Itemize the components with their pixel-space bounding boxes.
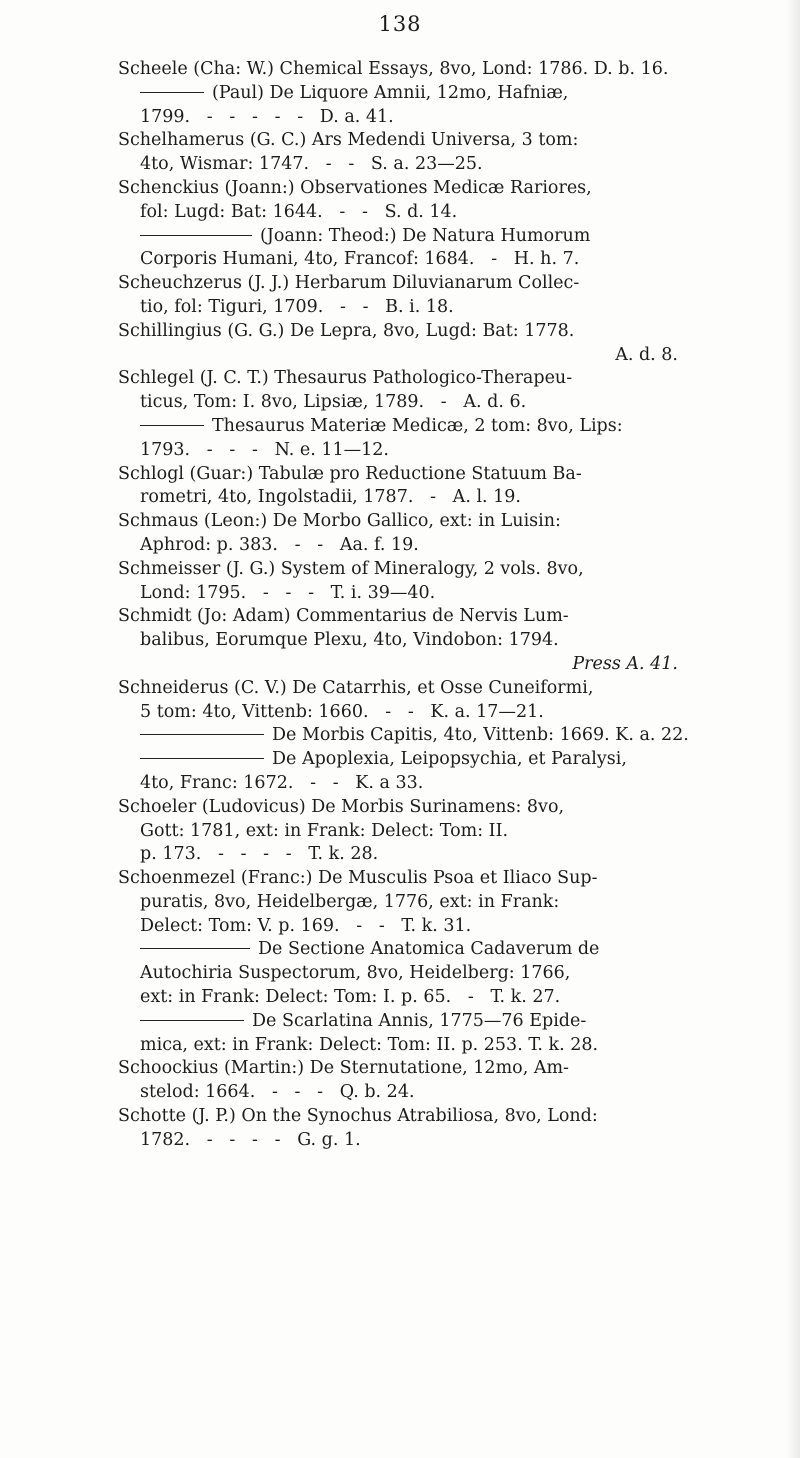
entry-line: Schoeler (Ludovicus) De Morbis Surinamens: 8vo, [118, 796, 565, 817]
entry-line: 1799. - - - - - D. a. 41. [140, 106, 394, 127]
entry-line: 5 tom: 4to, Vittenb: 1660. - - K. a. 17—21. [140, 701, 544, 722]
entry-line: Schlogl (Guar:) Tabulæ pro Reductione Statuum Ba- [118, 463, 582, 484]
entry-line: Aphrod: p. 383. - - Aa. f. 19. [140, 534, 419, 555]
ditto-dash [140, 758, 264, 759]
ditto-dash [140, 235, 252, 236]
entry-line: rometri, 4to, Ingolstadii, 1787. - A. l. 19. [140, 487, 521, 508]
entry-line: Schlegel (J. C. T.) Thesaurus Pathologico-Therapeu- [118, 368, 573, 389]
entry-line: (Joann: Theod:) De Natura Humorum [260, 225, 591, 246]
entry-line: Delect: Tom: V. p. 169. - - T. k. 31. [140, 915, 472, 936]
entry-line: Schoenmezel (Franc:) De Musculis Psoa et Iliaco Sup- [118, 868, 598, 889]
catalogue-entry [118, 129, 678, 177]
entry-line: stelod: 1664. - - - Q. b. 24. [140, 1082, 415, 1103]
catalogue-entry [118, 724, 689, 748]
entry-line: Lond: 1795. - - - T. i. 39—40. [140, 582, 436, 603]
catalogue-entry [118, 225, 678, 273]
ditto-dash [140, 92, 204, 93]
entry-line: De Morbis Capitis, 4to, Vittenb: 1669. K. a. 22. [272, 725, 689, 746]
catalogue-entry [118, 320, 678, 368]
entry-line: puratis, 8vo, Heidelbergæ, 1776, ext: in Frank: [140, 891, 560, 912]
entry-line: De Sectione Anatomica Cadaverum de [258, 939, 600, 960]
entry-line: Autochiria Suspectorum, 8vo, Heidelberg: 1766, [140, 963, 571, 984]
entry-line: Scheele (Cha: W.) Chemical Essays, 8vo, Lond: 1786. D. b. 16. [118, 59, 669, 79]
catalogue-entry [118, 1105, 678, 1153]
entry-line: fol: Lugd: Bat: 1644. - - S. d. 14. [140, 201, 458, 222]
page-edge-shadow [786, 0, 800, 1458]
entry-line: ext: in Frank: Delect: Tom: I. p. 65. - T. k. 27. [140, 987, 561, 1008]
entry-line: 1782. - - - - G. g. 1. [140, 1129, 361, 1150]
catalogue-entry [118, 748, 678, 796]
entry-line: Corporis Humani, 4to, Francof: 1684. - H. h. 7. [140, 249, 580, 270]
entry-line: Schoockius (Martin:) De Sternutatione, 12mo, Am- [118, 1058, 569, 1079]
catalogue-entry [118, 677, 678, 725]
entry-line: Schotte (J. P.) On the Synochus Atrabiliosa, 8vo, Lond: [118, 1106, 598, 1127]
entry-line: Thesaurus Materiæ Medicæ, 2 tom: 8vo, Lips: [212, 415, 623, 436]
entry-line: 1793. - - - N. e. 11—12. [140, 439, 389, 460]
entry-line: tio, fol: Tiguri, 1709. - - B. i. 18. [140, 296, 454, 317]
entry-line: mica, ext: in Frank: Delect: Tom: II. p. 253. T. k. 28. [140, 1034, 599, 1055]
entry-line: p. 173. - - - - T. k. 28. [140, 844, 379, 865]
catalogue-entry [118, 463, 678, 511]
entry-line: 4to, Wismar: 1747. - - S. a. 23—25. [140, 154, 483, 175]
page-number: 138 [378, 12, 422, 36]
entry-line: Schmidt (Jo: Adam) Commentarius de Nervis Lum- [118, 606, 569, 627]
shelf-mark: Press A. 41. [572, 653, 678, 674]
catalogue-entry [118, 796, 678, 867]
catalogue-entry [118, 938, 678, 1009]
ditto-dash [140, 1020, 244, 1021]
catalogue-entry [118, 367, 678, 415]
catalogue-entry [118, 272, 678, 320]
entry-line: Schenckius (Joann:) Observationes Medicæ Rariores, [118, 177, 592, 198]
ditto-dash [140, 948, 250, 949]
entry-line: ticus, Tom: I. 8vo, Lipsiæ, 1789. - A. d. 6. [140, 392, 527, 413]
catalogue-entry [118, 558, 678, 606]
catalogue-entry [118, 58, 678, 82]
entry-line: Gott: 1781, ext: in Frank: Delect: Tom: II. [140, 820, 509, 841]
entry-line: Schmeisser (J. G.) System of Mineralogy, 2 vols. 8vo, [118, 558, 584, 579]
ditto-dash [140, 425, 204, 426]
catalogue-entry [118, 605, 678, 676]
catalogue-entry [118, 510, 678, 558]
catalogue-entry [118, 415, 678, 463]
catalogue-entry [118, 1057, 678, 1105]
entry-line: balibus, Eorumque Plexu, 4to, Vindobon: 1794. [140, 630, 559, 651]
ditto-dash [140, 734, 264, 735]
catalogue-list [118, 58, 689, 1153]
shelf-mark: A. d. 8. [615, 344, 678, 365]
entry-line: Schmaus (Leon:) De Morbo Gallico, ext: in Luisin: [118, 511, 561, 532]
entry-line: (Paul) De Liquore Amnii, 12mo, Hafniæ, [212, 82, 569, 103]
catalogue-entry [118, 177, 678, 225]
catalogue-entry [118, 867, 678, 938]
catalogue-entry [118, 1010, 678, 1058]
entry-line: Schelhamerus (G. C.) Ars Medendi Universa, 3 tom: [118, 130, 579, 151]
entry-line: Scheuchzerus (J. J.) Herbarum Diluvianarum Collec- [118, 273, 580, 294]
entry-line: Schillingius (G. G.) De Lepra, 8vo, Lugd: Bat: 1778. [118, 320, 575, 341]
entry-line: 4to, Franc: 1672. - - K. a 33. [140, 772, 424, 793]
entry-line: De Apoplexia, Leipopsychia, et Paralysi, [272, 749, 627, 770]
catalogue-entry [118, 82, 678, 130]
entry-line: De Scarlatina Annis, 1775—76 Epide- [252, 1010, 587, 1031]
entry-line: Schneiderus (C. V.) De Catarrhis, et Osse Cuneiformi, [118, 677, 594, 698]
